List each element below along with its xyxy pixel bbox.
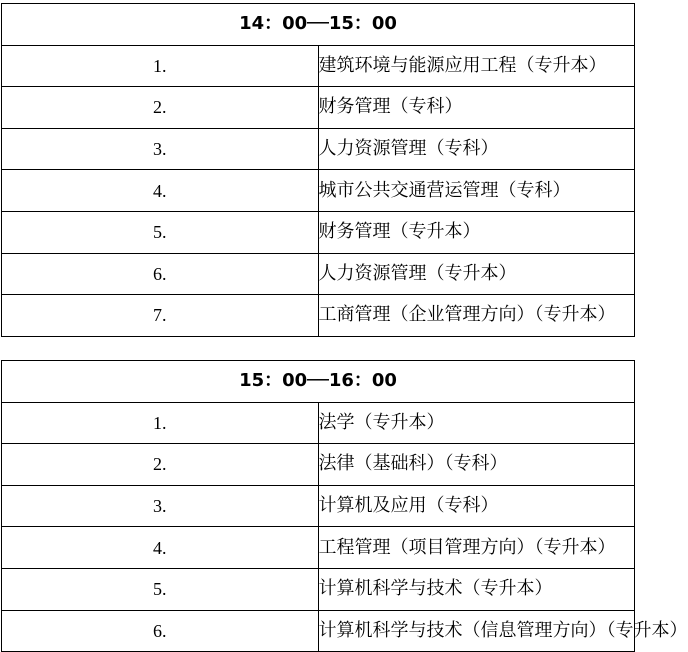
item-number: 3. (2, 485, 319, 527)
table-row (2, 610, 635, 652)
item-number: 4. (2, 527, 319, 569)
program-name: 计算机科学与技术（专升本） (318, 568, 635, 610)
program-name: 法学（专升本） (318, 402, 635, 444)
table-row (2, 444, 635, 486)
program-name: 人力资源管理（专升本） (318, 253, 635, 295)
time-header-row (2, 361, 635, 403)
table-row (2, 211, 635, 253)
time-slot-header: 15：00──16：00 (2, 361, 635, 403)
schedule-table-1 (1, 3, 635, 337)
item-number: 2. (2, 444, 319, 486)
item-number: 2. (2, 87, 319, 129)
item-number: 3. (2, 128, 319, 170)
item-number: 4. (2, 170, 319, 212)
program-name: 财务管理（专科） (318, 87, 635, 129)
table-row (2, 527, 635, 569)
item-number: 5. (2, 568, 319, 610)
program-name: 人力资源管理（专科） (318, 128, 635, 170)
item-number: 1. (2, 45, 319, 87)
item-number: 7. (2, 295, 319, 337)
table-row (2, 485, 635, 527)
program-name: 计算机及应用（专科） (318, 485, 635, 527)
item-number: 6. (2, 610, 319, 652)
table-row (2, 568, 635, 610)
table-row (2, 87, 635, 129)
program-name: 法律（基础科）（专科） (318, 444, 635, 486)
program-name: 工商管理（企业管理方向）（专升本） (318, 295, 635, 337)
program-name: 计算机科学与技术（信息管理方向）（专升本） (318, 610, 635, 652)
item-number: 1. (2, 402, 319, 444)
table-row (2, 170, 635, 212)
table-row (2, 45, 635, 87)
table-row (2, 253, 635, 295)
item-number: 6. (2, 253, 319, 295)
time-slot-header: 14：00──15：00 (2, 4, 635, 46)
item-number: 5. (2, 211, 319, 253)
table-row (2, 295, 635, 337)
table-row (2, 402, 635, 444)
program-name: 工程管理（项目管理方向）（专升本） (318, 527, 635, 569)
time-header-row (2, 4, 635, 46)
program-name: 建筑环境与能源应用工程（专升本） (318, 45, 635, 87)
program-name: 财务管理（专升本） (318, 211, 635, 253)
schedule-table-2 (1, 360, 688, 652)
program-name: 城市公共交通营运管理（专科） (318, 170, 635, 212)
table-row (2, 128, 635, 170)
